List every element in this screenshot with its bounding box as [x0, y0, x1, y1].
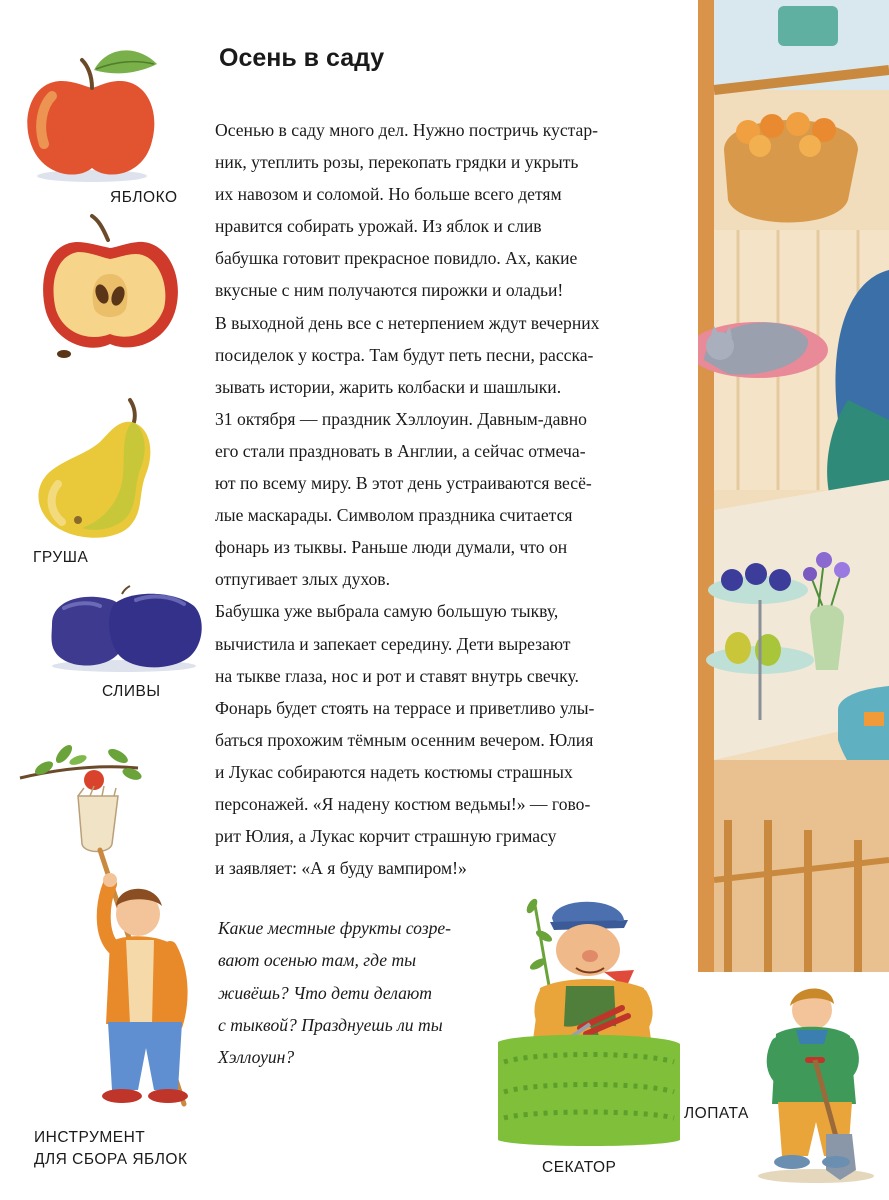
text-line: вычистила и запекает середину. Дети вырезают	[215, 633, 571, 654]
apple-illustration	[22, 36, 162, 186]
pear-illustration	[34, 392, 164, 542]
text-line: его стали праздновать в Англии, а сейчас отмеча-	[215, 440, 586, 461]
text-line: и заявляет: «А я буду вампиром!»	[215, 858, 467, 879]
text-line: ют по всему миру. В этот день устраиваются весё-	[215, 473, 592, 494]
caption-shears: СЕКАТОР	[542, 1159, 617, 1176]
text-line: Бабушка уже выбрала самую большую тыкву,	[215, 601, 559, 622]
text-line: Осенью в саду много дел. Нужно постричь кустар-	[215, 120, 599, 140]
question-line: Хэллоуин?	[218, 1047, 295, 1068]
text-line: лые маскарады. Символом праздника считается	[215, 505, 573, 526]
text-line: 31 октября — праздник Хэллоуин. Давным-давно	[215, 408, 587, 429]
text-line: на тыкве глаза, нос и рот и ставят внутрь свечку.	[215, 665, 579, 686]
caption-apple: ЯБЛОКО	[110, 189, 178, 206]
question-line: живёшь? Что дети делают	[218, 982, 432, 1003]
page-title: Осень в саду	[219, 44, 385, 72]
question-line: Какие местные фрукты созре-	[218, 918, 452, 938]
question-line: вают осенью там, где ты	[218, 950, 417, 971]
apple-half-illustration	[38, 212, 183, 362]
boy-with-fruit-picker-illustration	[14, 734, 214, 1119]
text-line: баться прохожим тёмным осенним вечером. Юлия	[215, 729, 594, 750]
text-line: нравится собирать урожай. Из яблок и слив	[215, 216, 542, 237]
text-line: бабушка готовит прекрасное повидло. Ах, какие	[215, 248, 578, 269]
text-line: и Лукас собираются надеть костюмы страшных	[215, 761, 573, 782]
caption-picker-line1: ИНСТРУМЕНТ	[34, 1129, 146, 1146]
text-line: их навозом и соломой. Но больше всего детям	[215, 184, 562, 205]
caption-picker-line2: ДЛЯ СБОРА ЯБЛОК	[34, 1151, 188, 1168]
text-line: отпугивает злых духов.	[215, 569, 391, 590]
question-text	[218, 912, 518, 1073]
boy-with-shovel-illustration	[752, 984, 882, 1184]
caption-plums: СЛИВЫ	[102, 683, 161, 700]
plums-illustration	[44, 584, 204, 674]
main-text	[215, 114, 685, 884]
text-line: рит Юлия, а Лукас корчит страшную гримасу	[215, 826, 557, 847]
text-line: посиделок у костра. Там будут петь песни, расска-	[215, 344, 594, 365]
text-line: персонажей. «Я надену костюм ведьмы!» — гово-	[215, 793, 591, 814]
caption-shovel: ЛОПАТА	[684, 1105, 749, 1122]
caption-pear: ГРУША	[33, 549, 89, 566]
kitchen-scene-illustration	[698, 0, 889, 972]
question-line: с тыквой? Празднуешь ли ты	[218, 1014, 443, 1035]
text-line: фонарь из тыквы. Раньше люди думали, что он	[215, 537, 568, 558]
text-line: В выходной день все с нетерпением ждут вечерних	[215, 312, 600, 333]
text-line: ник, утеплить розы, перекопать грядки и укрыть	[215, 152, 579, 173]
text-line: вкусные с ним получаются пирожки и оладьи!	[215, 280, 564, 301]
gardener-trimming-hedge-illustration	[494, 892, 684, 1152]
text-line: Фонарь будет стоять на террасе и приветливо улы-	[215, 697, 595, 718]
text-line: зывать истории, жарить колбаски и шашлыки.	[215, 376, 562, 397]
